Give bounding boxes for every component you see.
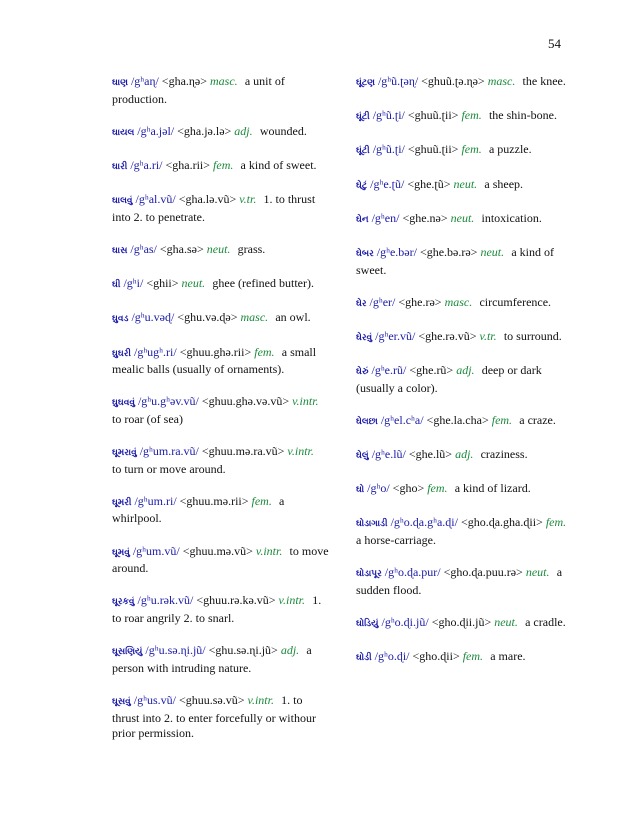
entry-phonetic: /gʰo.ɖi/ [374, 649, 410, 664]
entry-definition: a puzzle. [488, 142, 532, 157]
entry-definition: 1. to roar angrily 2. to snarl. [112, 593, 322, 625]
dictionary-entry [356, 615, 574, 633]
entry-pos: neut. [206, 241, 231, 256]
dictionary-entry [356, 74, 574, 92]
entry-headword: ઘાણ [112, 78, 128, 88]
entry-headword: ઘારી [112, 161, 128, 172]
entry-translit: <gha.ɳə> [161, 74, 207, 88]
entry-definition: a kind of lizard. [454, 481, 531, 496]
entry-translit: <ghuu.sə.vũ> [178, 692, 245, 707]
entry-translit: <ghe.lũ> [408, 447, 453, 462]
entry-pos: masc. [487, 74, 516, 88]
entry-headword: ઘુઘરી [112, 348, 131, 359]
entry-pos: v.intr. [255, 543, 283, 558]
dictionary-entry [112, 394, 330, 427]
entry-phonetic: /gʰum.ri/ [134, 493, 177, 508]
entry-translit: <gho.ɖii.jũ> [431, 615, 492, 629]
entry-pos: adj. [455, 447, 474, 462]
dictionary-entry [356, 295, 574, 313]
entry-phonetic: /gʰel.cʰa/ [380, 412, 424, 427]
entry-translit: <ghe.ʈũ> [407, 176, 451, 191]
entry-definition: craziness. [480, 447, 528, 462]
dictionary-entry [112, 242, 330, 260]
entry-headword: ઘો [356, 485, 365, 496]
entry-definition: to move around. [112, 543, 329, 576]
entry-pos: adj. [234, 123, 253, 138]
entry-phonetic: /gʰa.jəl/ [137, 123, 175, 138]
entry-translit: <gha.rii> [165, 157, 211, 172]
entry-phonetic: /gʰe.ʈũ/ [370, 176, 405, 191]
entry-translit: <ghe.nə> [402, 210, 448, 225]
entry-definition: a horse-carriage. [356, 533, 436, 548]
entry-translit: <ghe.rə> [398, 294, 442, 309]
entry-translit: <ghuu.mə.vũ> [182, 543, 253, 558]
entry-pos: fem. [545, 515, 567, 530]
entry-definition: wounded. [259, 123, 307, 138]
entry-headword: ઘાલવું [112, 196, 133, 207]
entry-pos: neut. [181, 276, 206, 291]
entry-pos: fem. [254, 344, 275, 359]
entry-translit: <gho.ɖa.gha.ɖii> [460, 515, 543, 530]
entry-pos: v.tr. [479, 328, 497, 343]
entry-definition: a sheep. [484, 176, 524, 191]
entry-pos: masc. [209, 74, 238, 88]
entry-headword: ઘોડાપૂર [356, 569, 382, 580]
entry-pos: v.intr. [278, 593, 305, 608]
entry-phonetic: /gʰe.lũ/ [371, 447, 406, 462]
entry-pos: fem. [461, 108, 482, 123]
entry-headword: ઘાસ [112, 245, 128, 256]
right-column [356, 74, 574, 683]
entry-definition: ghee (refined butter). [212, 276, 314, 291]
entry-pos: masc. [444, 294, 473, 309]
dictionary-entry [112, 693, 330, 742]
entry-translit: <gha.lə.vũ> [178, 192, 237, 207]
entry-headword: ઘેટું [356, 180, 368, 191]
dictionary-entry [356, 177, 574, 195]
dictionary-entry [356, 565, 574, 598]
entry-definition: the knee. [522, 74, 566, 88]
entry-definition: a cradle. [525, 615, 566, 629]
dictionary-entry [356, 447, 574, 465]
entry-definition: to surround. [503, 328, 562, 343]
entry-definition: 1. to thrust into 2. to enter forcefully or withour prior permission. [112, 692, 316, 741]
dictionary-entry [356, 515, 574, 548]
entry-phonetic: /gʰũ.ʈi/ [372, 142, 405, 157]
dictionary-entry [112, 494, 330, 527]
dictionary-entry [356, 211, 574, 229]
entry-definition: a kind of sweet. [356, 244, 554, 277]
entry-pos: v.intr. [287, 444, 314, 459]
entry-headword: ઘેબર [356, 248, 374, 259]
entry-phonetic: /gʰo.ɖa.gʰa.ɖi/ [390, 515, 458, 530]
dictionary-entry [356, 481, 574, 499]
entry-pos: neut. [494, 615, 518, 629]
dictionary-entry [112, 345, 330, 378]
entry-phonetic: /gʰer.vũ/ [375, 328, 416, 343]
entry-translit: <ghuũ.ʈii> [407, 108, 459, 123]
entry-phonetic: /gʰu.vəɖ/ [131, 310, 175, 325]
entry-translit: <gho.ɖii> [412, 649, 460, 664]
entry-headword: ઘૂંટી [356, 112, 370, 123]
entry-pos: v.tr. [239, 192, 257, 207]
entry-pos: fem. [491, 412, 513, 427]
entry-pos: neut. [525, 565, 550, 580]
entry-translit: <ghuũ.ʈii> [407, 142, 459, 157]
dictionary-entry [356, 363, 574, 396]
entry-headword: ઘૂમવું [112, 547, 130, 558]
entry-translit: <gho.ɖa.puu.rə> [443, 565, 523, 580]
dictionary-entry [112, 444, 330, 477]
entry-translit: <ghuu.mə.ra.vũ> [201, 444, 285, 459]
dictionary-entry [112, 276, 330, 294]
dictionary-entry [112, 544, 330, 577]
entry-headword: ઘૂમરી [112, 497, 132, 508]
entry-definition: a small mealic balls (usually of ornaments). [112, 344, 317, 377]
entry-pos: fem. [462, 649, 484, 664]
entry-definition: a craze. [519, 412, 556, 427]
entry-pos: v.intr. [247, 692, 274, 707]
entry-definition: intoxication. [481, 210, 542, 225]
entry-pos: adj. [456, 363, 475, 378]
entry-headword: ઘેલું [356, 451, 369, 462]
entry-headword: ઘૂંટી [356, 146, 370, 157]
dictionary-entry [356, 413, 574, 431]
entry-phonetic: /gʰen/ [371, 210, 400, 225]
entry-phonetic: /gʰum.ra.vũ/ [139, 444, 199, 459]
entry-pos: fem. [213, 157, 234, 172]
entry-phonetic: /gʰe.bər/ [376, 244, 417, 259]
entry-definition: deep or dark (usually a color). [356, 363, 542, 395]
entry-headword: ઘેન [356, 214, 369, 225]
dictionary-entry [112, 74, 330, 107]
entry-headword: ઘેલછા [356, 416, 378, 427]
entry-phonetic: /gʰu.sə.ɳi.jũ/ [145, 643, 206, 658]
entry-translit: <ghu.sə.ɳi.jũ> [208, 643, 278, 658]
entry-phonetic: /gʰu.gʰəv.vũ/ [137, 394, 199, 409]
entry-headword: ઘોડિયું [356, 619, 379, 629]
entry-definition: circumference. [479, 294, 552, 309]
entry-phonetic: /gʰer/ [369, 294, 396, 309]
left-column [112, 74, 330, 758]
entry-translit: <ghe.rũ> [409, 363, 454, 378]
dictionary-entry [112, 593, 330, 626]
entry-definition: a whirlpool. [112, 493, 285, 526]
entry-translit: <ghu.və.ɖə> [177, 310, 238, 325]
entry-phonetic: /gʰo.ɖa.pur/ [384, 565, 441, 580]
entry-headword: ઘાયલ [112, 127, 135, 138]
dictionary-entry [112, 643, 330, 676]
entry-headword: ઘોડાગાડી [356, 519, 388, 530]
entry-definition: to turn or move around. [112, 461, 226, 476]
entry-headword: ઘોડી [356, 653, 372, 664]
entry-phonetic: /gʰum.vũ/ [132, 543, 180, 558]
entry-headword: ઘુવડ [112, 314, 129, 325]
entry-pos: neut. [453, 176, 478, 191]
entry-headword: ઘૂસવું [112, 696, 131, 707]
entry-headword: ઘી [112, 280, 121, 291]
entry-definition: a unit of production. [112, 74, 285, 106]
entry-definition: to roar (of sea) [112, 411, 183, 426]
dictionary-entry [112, 310, 330, 328]
entry-phonetic: /gʰas/ [130, 241, 157, 256]
entry-pos: neut. [480, 244, 505, 259]
entry-headword: ઘેર [356, 298, 367, 309]
entry-translit: <ghe.rə.vũ> [418, 328, 477, 343]
entry-translit: <ghuu.mə.rii> [179, 493, 249, 508]
entry-pos: fem. [251, 493, 272, 508]
entry-phonetic: /gʰus.vũ/ [133, 692, 176, 707]
entry-phonetic: /gʰaɳ/ [130, 74, 159, 88]
entry-headword: ઘૂંટણ [356, 78, 375, 88]
entry-definition: grass. [237, 241, 266, 256]
entry-translit: <ghe.la.cha> [426, 412, 489, 427]
entry-translit: <ghuu.ghə.rii> [179, 344, 252, 359]
entry-pos: adj. [280, 643, 300, 658]
entry-translit: <gha.jə.lə> [177, 123, 232, 138]
dictionary-entry [112, 158, 330, 176]
dictionary-entry [112, 192, 330, 225]
entry-translit: <ghuu.rə.kə.vũ> [196, 593, 276, 608]
entry-phonetic: /gʰal.vũ/ [135, 192, 176, 207]
entry-phonetic: /gʰo.ɖi.jũ/ [381, 615, 429, 629]
entry-headword: ઘૂમરાવું [112, 448, 137, 459]
entry-phonetic: /gʰugʰ.ri/ [133, 344, 177, 359]
dictionary-entry [356, 649, 574, 667]
entry-phonetic: /gʰe.rũ/ [371, 363, 407, 378]
entry-definition: an owl. [275, 310, 311, 325]
entry-definition: the shin-bone. [488, 108, 557, 123]
entry-pos: fem. [427, 481, 448, 496]
entry-headword: ઘુઘવવું [112, 398, 135, 409]
entry-definition: a kind of sweet. [240, 157, 317, 172]
dictionary-entry [356, 108, 574, 126]
entry-definition: a person with intruding nature. [112, 643, 312, 675]
page-number: 54 [548, 36, 561, 51]
dictionary-entry [356, 245, 574, 278]
entry-pos: neut. [450, 210, 475, 225]
dictionary-entry [112, 124, 330, 142]
entry-headword: ઘૂરકવું [112, 597, 135, 608]
entry-headword: ઘેરવું [356, 332, 373, 343]
entry-headword: ઘેરું [356, 367, 369, 378]
entry-translit: <ghuu.ghə.və.vũ> [201, 394, 290, 409]
entry-phonetic: /gʰu.rək.vũ/ [137, 593, 194, 608]
entry-pos: v.intr. [292, 394, 319, 409]
entry-translit: <ghii> [146, 276, 179, 291]
entry-phonetic: /gʰa.ri/ [130, 157, 163, 172]
entry-phonetic: /gʰo/ [367, 481, 390, 496]
entry-definition: 1. to thrust into 2. to penetrate. [112, 192, 316, 224]
entry-phonetic: /gʰũ.ʈəɳ/ [377, 74, 419, 88]
entry-pos: fem. [461, 142, 482, 157]
entry-translit: <gha.sə> [159, 241, 204, 256]
entry-phonetic: /gʰũ.ʈi/ [372, 108, 405, 123]
dictionary-entry [356, 142, 574, 160]
entry-definition: a mare. [490, 649, 526, 664]
dictionary-entry [356, 329, 574, 347]
entry-phonetic: /gʰi/ [123, 276, 144, 291]
entry-definition: a sudden flood. [356, 565, 563, 597]
entry-translit: <ghe.bə.rə> [419, 244, 478, 259]
entry-translit: <ghuũ.ʈə.ɳə> [421, 74, 485, 88]
entry-translit: <gho> [392, 481, 425, 496]
entry-pos: masc. [240, 310, 269, 325]
entry-headword: ઘૂસણિયું [112, 647, 143, 658]
